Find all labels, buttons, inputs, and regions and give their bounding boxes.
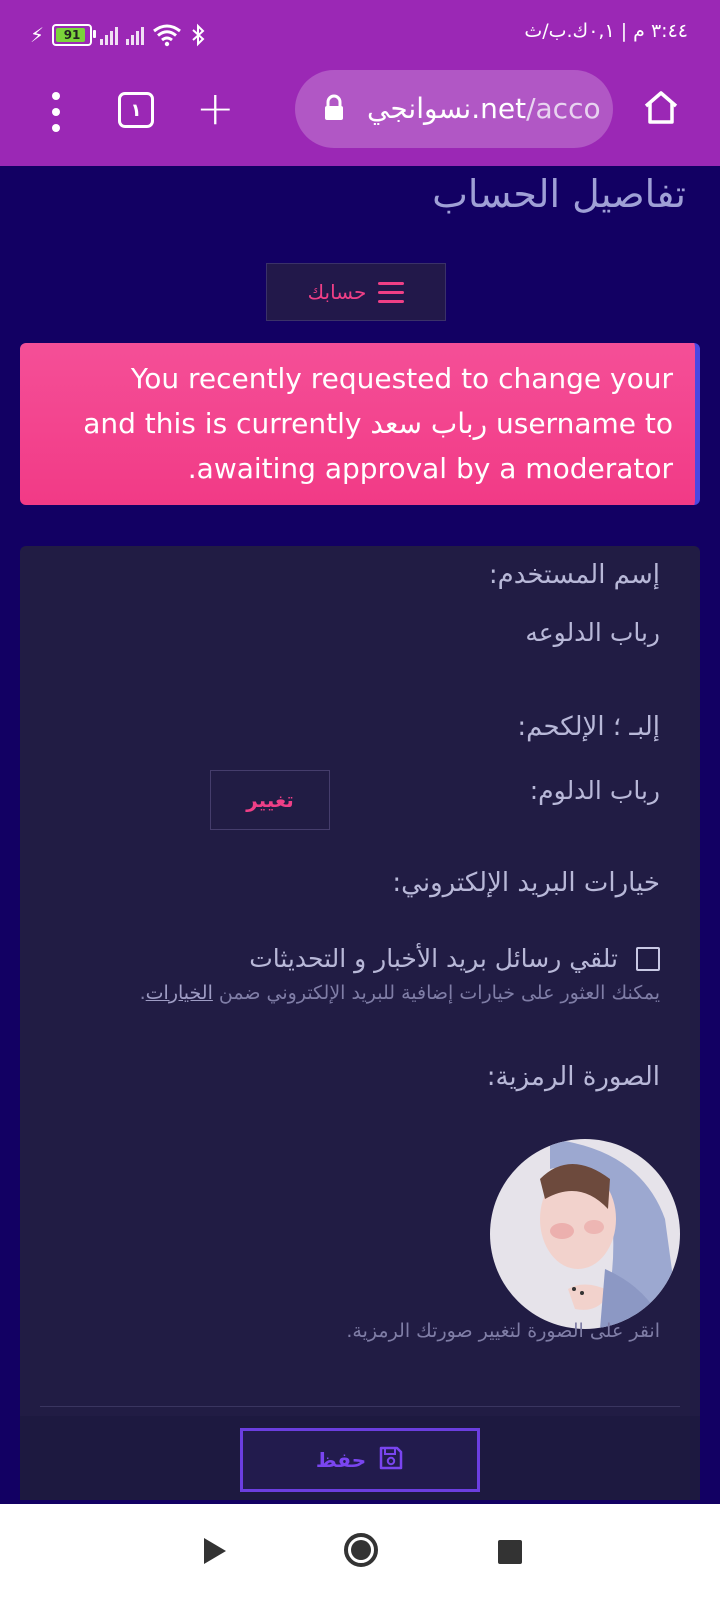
system-nav-bar: [0, 1504, 720, 1600]
floppy-disk-icon: [378, 1445, 404, 1476]
account-details-card: [20, 546, 700, 1500]
page-title: تفاصيل الحساب: [432, 172, 686, 216]
change-button[interactable]: تغيير: [210, 770, 330, 830]
signal-icon: [100, 25, 118, 45]
newsletter-option[interactable]: [249, 944, 660, 973]
secondary-field-label: إلبـ ؛ الإلكحم:: [517, 712, 660, 742]
wifi-icon: [152, 23, 182, 47]
status-icons: [30, 20, 206, 50]
avatar-label: الصورة الرمزية:: [486, 1062, 660, 1092]
address-bar[interactable]: [295, 70, 613, 148]
email-options-link[interactable]: الخيارات: [145, 982, 213, 1004]
url-text: [367, 92, 601, 125]
newsletter-checkbox-label: تلقي رسائل بريد الأخبار و التحديثات: [249, 944, 618, 973]
email-hint-prefix: يمكنك العثور على خيارات إضافية للبريد الإلكتروني ضمن: [212, 982, 660, 1004]
lock-icon: [323, 94, 345, 126]
url-path: /acco: [526, 92, 601, 125]
url-domain: نسوانجي.net: [367, 92, 527, 125]
charging-icon: ⚡: [30, 23, 45, 47]
hamburger-icon: [378, 282, 404, 303]
avatar-hint: انقر على الصورة لتغيير صورتك الرمزية.: [346, 1320, 660, 1342]
plus-icon[interactable]: +: [196, 81, 235, 135]
account-menu-button[interactable]: [266, 263, 446, 321]
secondary-field-value: رباب الدلوم:: [529, 776, 660, 805]
status-time: ٣:٤٤ م | ٠,١ك.ب/ث: [524, 20, 688, 42]
status-bar: [0, 0, 720, 70]
username-change-alert: You recently requested to change your username to رباب سعد and this is currently awaiting approval by a moderator.: [20, 343, 700, 505]
battery-icon: [52, 24, 92, 46]
email-hint: [140, 982, 660, 1004]
save-button[interactable]: [240, 1428, 480, 1492]
battery-level: 91: [63, 28, 81, 42]
divider: [40, 1406, 680, 1407]
browser-toolbar: [0, 70, 720, 166]
newsletter-checkbox[interactable]: [636, 947, 660, 971]
avatar[interactable]: [490, 1139, 680, 1329]
email-options-label: خيارات البريد الإلكتروني:: [392, 868, 660, 898]
save-label: حفظ: [315, 1448, 367, 1472]
signal-icon-2: [126, 25, 144, 45]
recents-icon[interactable]: [498, 1540, 522, 1564]
home-nav-icon[interactable]: [344, 1533, 378, 1567]
username-value: رباب الدلوعه: [525, 618, 660, 647]
back-icon[interactable]: [204, 1538, 226, 1564]
account-menu-label: حسابك: [307, 280, 367, 304]
email-hint-suffix: .: [139, 982, 146, 1004]
more-vert-icon[interactable]: [42, 92, 70, 132]
home-icon[interactable]: [642, 88, 680, 130]
tab-switcher-button[interactable]: ١: [118, 92, 154, 128]
bluetooth-icon: [190, 23, 206, 47]
username-label: إسم المستخدم:: [488, 560, 660, 590]
